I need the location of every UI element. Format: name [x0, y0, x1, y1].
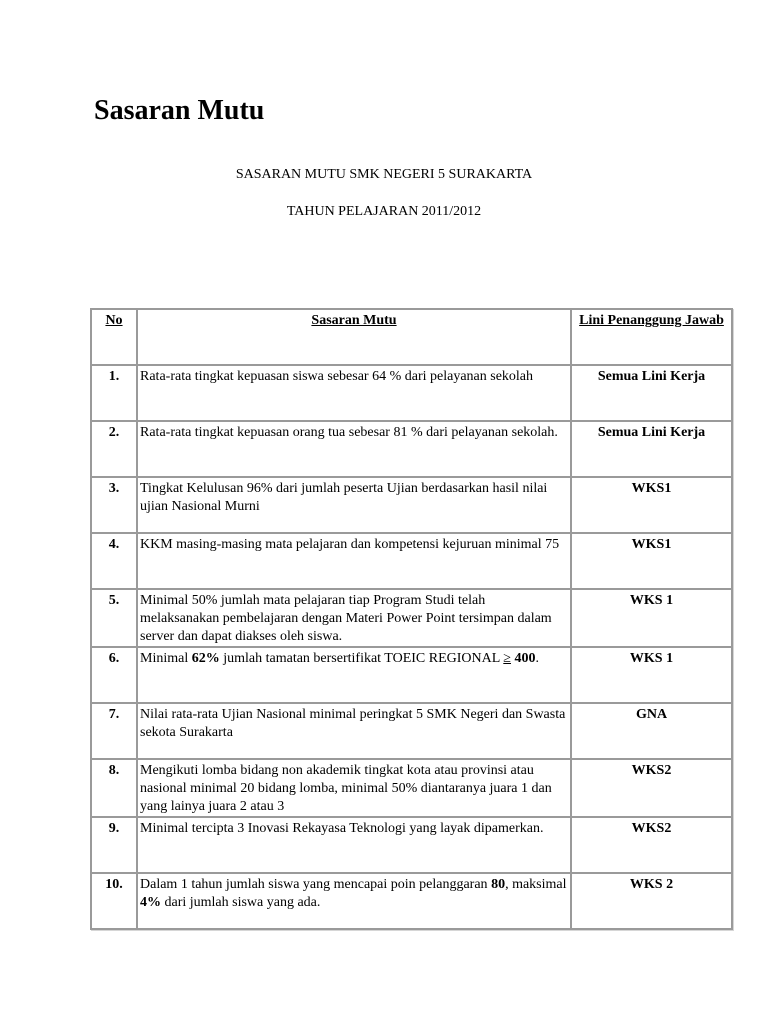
- quality-targets-table: [90, 308, 733, 930]
- goal-text: .: [535, 651, 539, 666]
- goal-text: jumlah tamatan bersertifikat TOEIC REGIONAL: [219, 651, 504, 666]
- row-number: 3.: [91, 477, 137, 533]
- table-row: [91, 533, 732, 589]
- row-responsible: WKS 1: [571, 647, 732, 703]
- document-subtitle-school: SASARAN MUTU SMK NEGERI 5 SURAKARTA: [235, 167, 533, 182]
- goal-text: Minimal: [140, 651, 192, 666]
- row-responsible: Semua Lini Kerja: [571, 365, 732, 421]
- row-number: 7.: [91, 703, 137, 759]
- row-goal: KKM masing-masing mata pelajaran dan kompetensi kejuruan minimal 75: [137, 533, 571, 589]
- row-number: 10.: [91, 873, 137, 929]
- row-goal: Tingkat Kelulusan 96% dari jumlah peserta Ujian berdasarkan hasil nilai ujian Nasional Murni: [137, 477, 571, 533]
- page-heading: Sasaran Mutu: [94, 95, 265, 126]
- row-responsible: WKS2: [571, 817, 732, 873]
- goal-text: , maksimal: [505, 877, 567, 892]
- goal-text: dari jumlah siswa yang ada.: [161, 895, 321, 910]
- table-row: [91, 647, 732, 703]
- table-row: [91, 421, 732, 477]
- table-row: [91, 589, 732, 647]
- table-row: [91, 365, 732, 421]
- row-number: 4.: [91, 533, 137, 589]
- goal-emphasis: 4%: [140, 895, 161, 910]
- row-goal: Rata-rata tingkat kepuasan orang tua sebesar 81 % dari pelayanan sekolah.: [137, 421, 571, 477]
- table-header-row: [91, 309, 732, 365]
- column-header-responsible: Lini Penanggung Jawab: [571, 309, 732, 365]
- row-goal: Minimal 50% jumlah mata pelajaran tiap Program Studi telah melaksanakan pembelajaran dengan Materi Power Point tersimpan dalam server dan dapat diakses oleh siswa.: [137, 589, 571, 647]
- table-row: [91, 817, 732, 873]
- row-responsible: WKS 2: [571, 873, 732, 929]
- row-number: 9.: [91, 817, 137, 873]
- row-responsible: GNA: [571, 703, 732, 759]
- row-number: 8.: [91, 759, 137, 817]
- greater-equal-symbol: ≥: [503, 651, 511, 666]
- row-number: 2.: [91, 421, 137, 477]
- row-goal: Rata-rata tingkat kepuasan siswa sebesar 64 % dari pelayanan sekolah: [137, 365, 571, 421]
- row-goal: Minimal tercipta 3 Inovasi Rekayasa Teknologi yang layak dipamerkan.: [137, 817, 571, 873]
- row-responsible: WKS 1: [571, 589, 732, 647]
- goal-emphasis: 400: [514, 651, 536, 666]
- row-number: 1.: [91, 365, 137, 421]
- column-header-goal: Sasaran Mutu: [137, 309, 571, 365]
- row-number: 6.: [91, 647, 137, 703]
- table-row: [91, 873, 732, 929]
- row-number: 5.: [91, 589, 137, 647]
- row-responsible: WKS1: [571, 533, 732, 589]
- row-responsible: Semua Lini Kerja: [571, 421, 732, 477]
- goal-text: Dalam 1 tahun jumlah siswa yang mencapai poin pelanggaran: [140, 877, 492, 892]
- column-header-no: No: [91, 309, 137, 365]
- goal-emphasis: 80: [491, 877, 506, 892]
- row-goal: Nilai rata-rata Ujian Nasional minimal peringkat 5 SMK Negeri dan Swasta sekota Surakarta: [137, 703, 571, 759]
- row-responsible: WKS2: [571, 759, 732, 817]
- document-subtitle-year: TAHUN PELAJARAN 2011/2012: [286, 204, 482, 219]
- table-row: [91, 703, 732, 759]
- goal-emphasis: 62%: [191, 651, 220, 666]
- row-goal: [137, 873, 571, 929]
- row-goal: [137, 647, 571, 703]
- table-row: [91, 477, 732, 533]
- row-responsible: WKS1: [571, 477, 732, 533]
- row-goal: Mengikuti lomba bidang non akademik tingkat kota atau provinsi atau nasional minimal 20 bidang lomba, minimal 50% diantaranya juara 1 dan yang lainya juara 2 atau 3: [137, 759, 571, 817]
- table-row: [91, 759, 732, 817]
